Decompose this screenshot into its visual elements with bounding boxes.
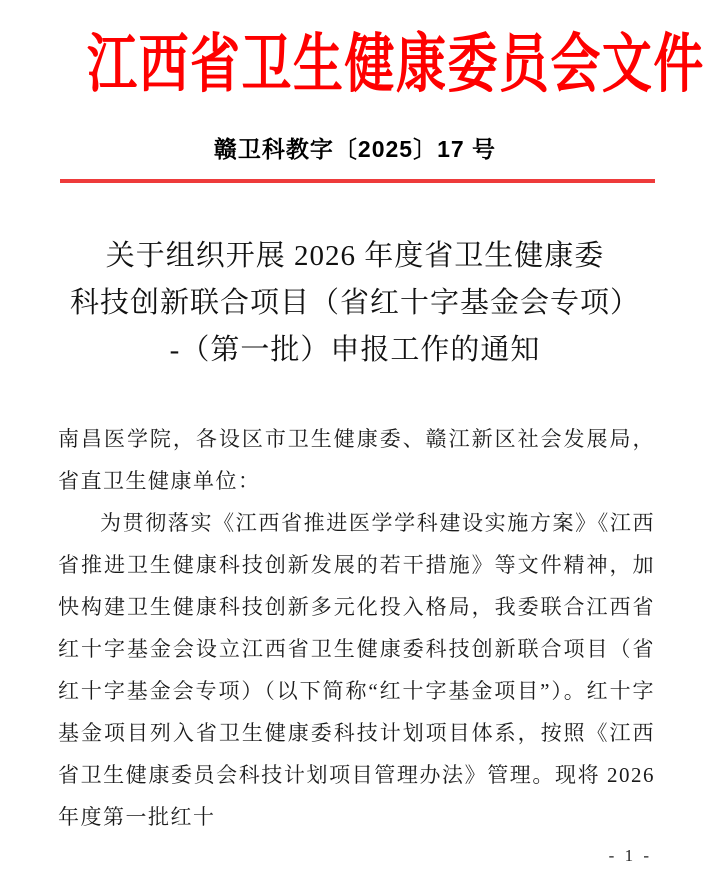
addressee-line: 南昌医学院，各设区市卫生健康委、赣江新区社会发展局，省直卫生健康单位：	[58, 427, 655, 493]
body-paragraph-1: 为贯彻落实《江西省推进医学学科建设实施方案》《江西省推进卫生健康科技创新发展的若干措施》等文件精神，加快构建卫生健康科技创新多元化投入格局，我委联合江西省红十字基金会设立江西省卫生健康委科技创新联合项目（省红十字基金会专项）（以下简称“红十字基金项目”）。红十字基金项目列入省卫生健康委科技计划项目体系，按照《江西省卫生健康委员会科技计划项目管理办法》管理。现将 2026 年度第一批红十	[58, 511, 655, 829]
document-title-line-3: -（第一批）申报工作的通知	[169, 334, 541, 366]
page-number: - 1 -	[608, 846, 652, 865]
document-title	[0, 233, 710, 374]
document-reference-number: 赣卫科教字〔2025〕17 号	[213, 136, 497, 162]
agency-masthead-text: 江西省卫生健康委员会文件	[87, 29, 705, 100]
document-title-line-1: 关于组织开展 2026 年度省卫生健康委	[105, 240, 605, 272]
document-title-line-2: 科技创新联合项目（省红十字基金会专项）	[69, 287, 640, 319]
red-divider-rule	[60, 179, 655, 183]
document-body	[58, 418, 655, 838]
agency-masthead	[0, 26, 710, 104]
